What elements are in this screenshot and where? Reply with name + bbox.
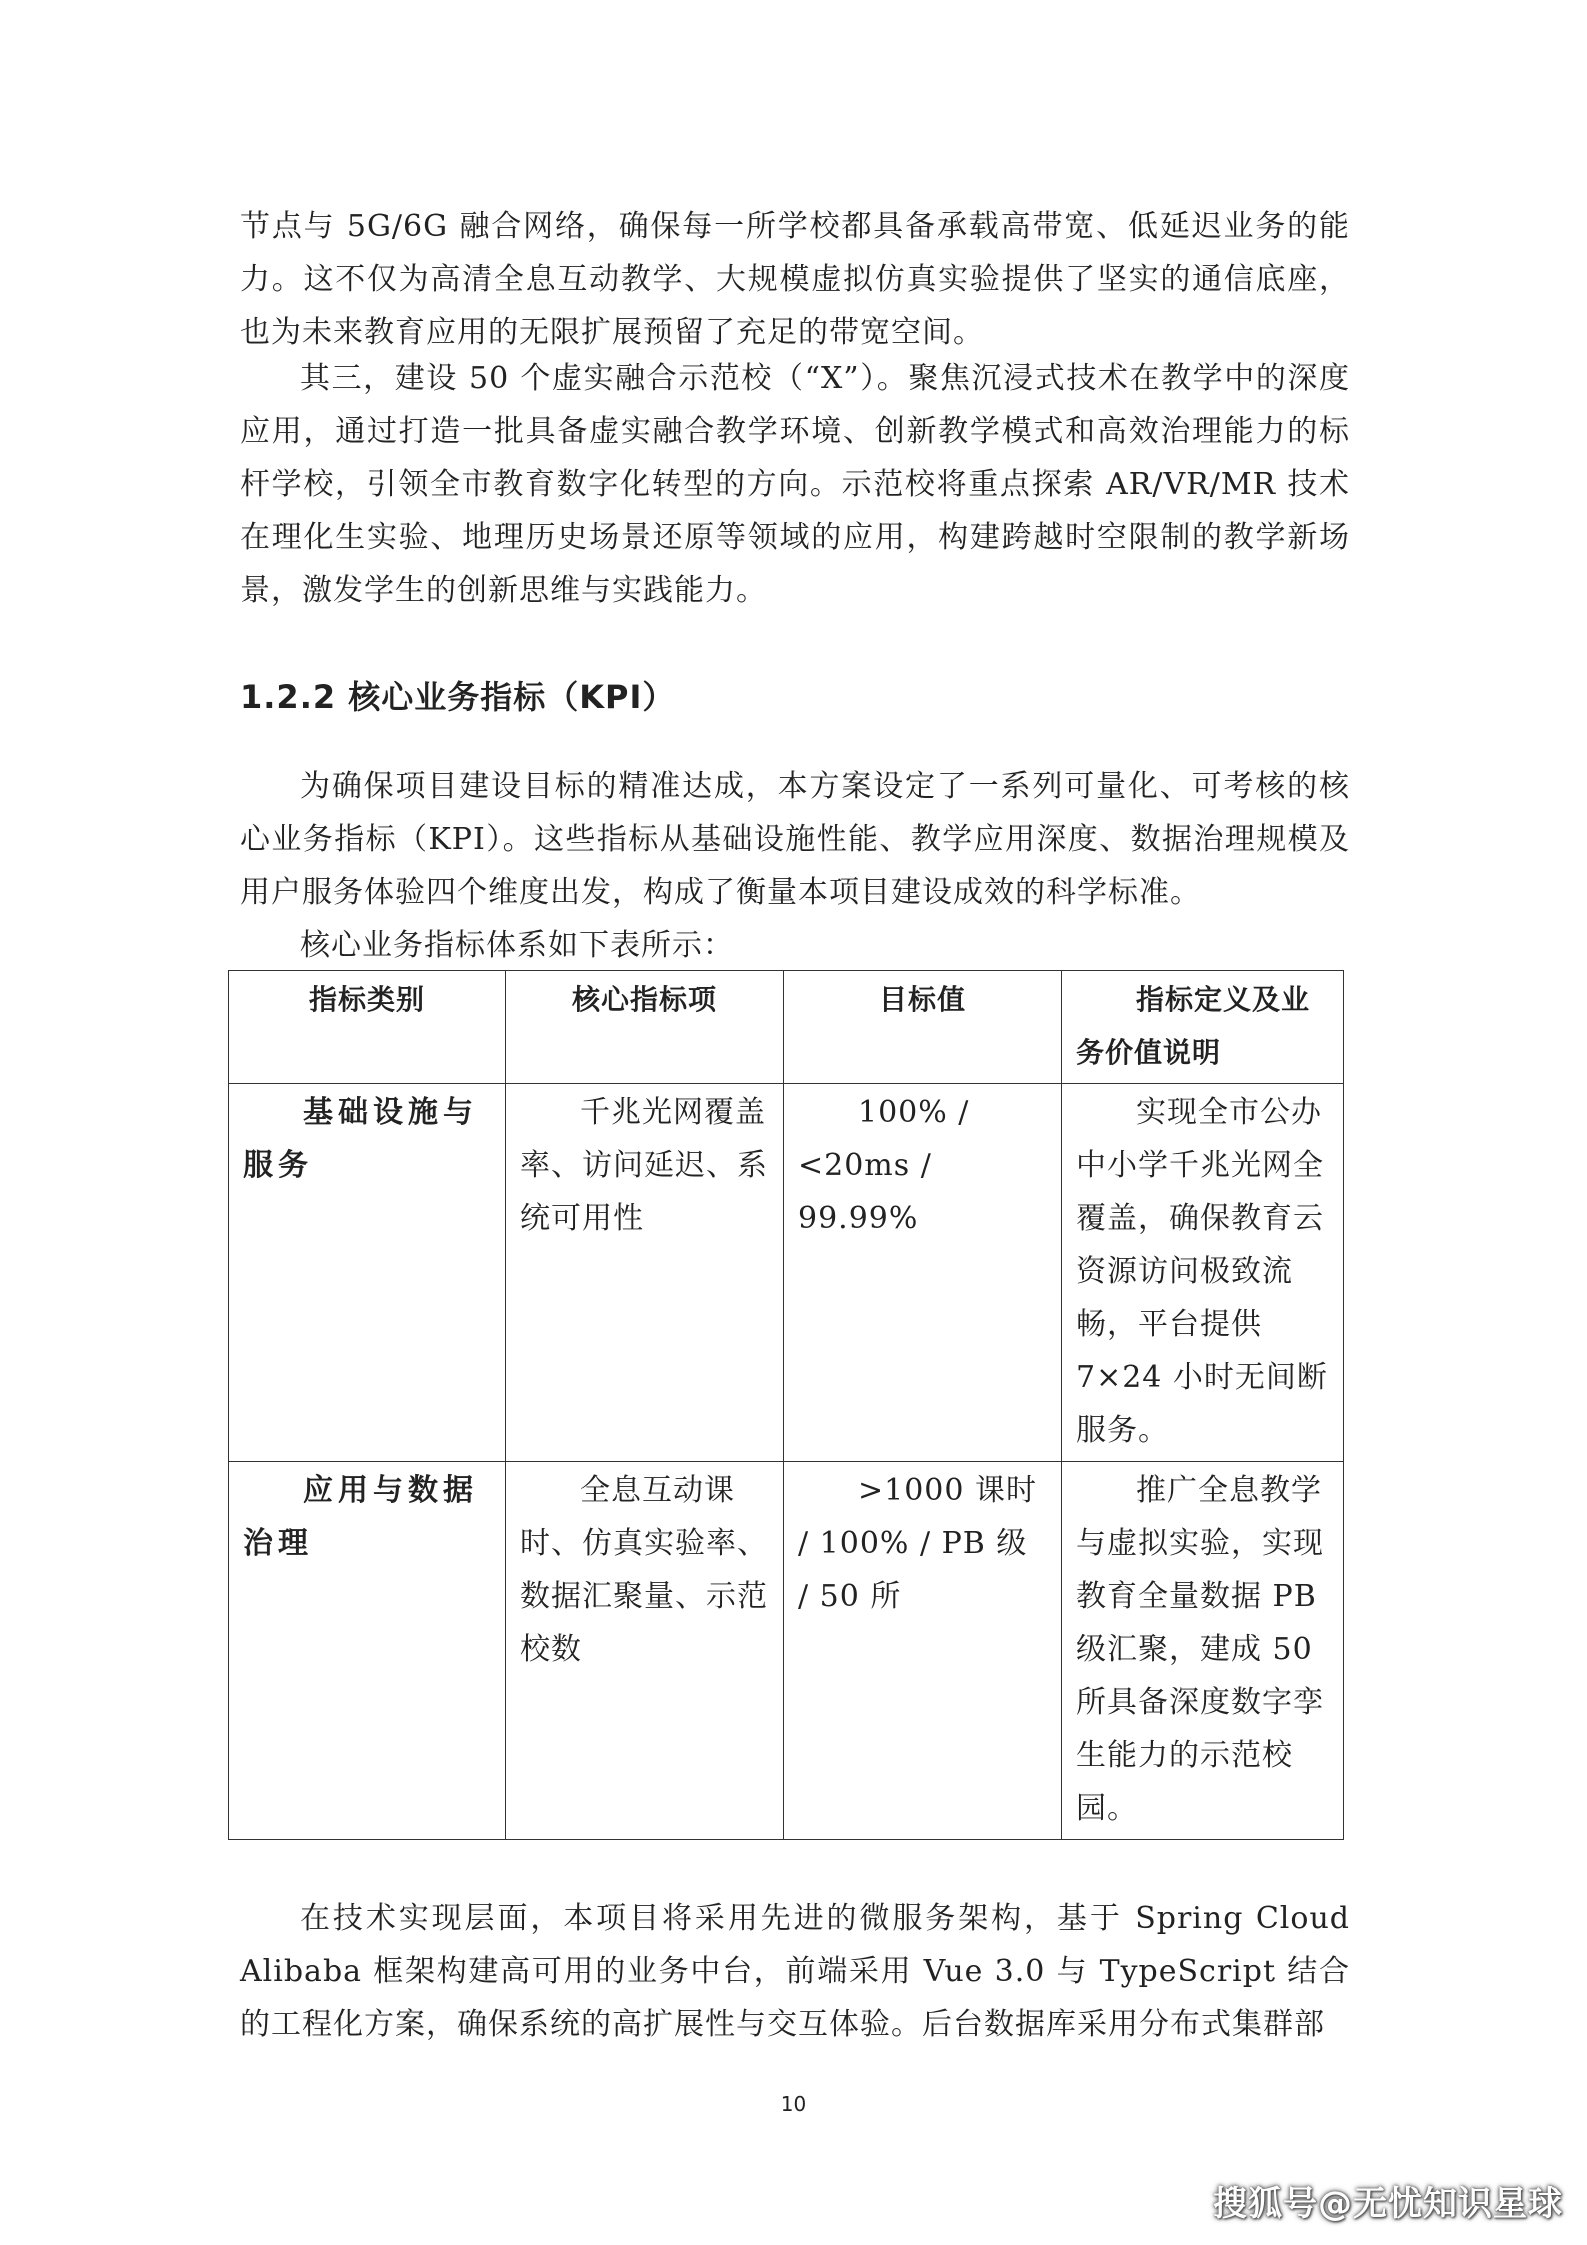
header-item: 核心指标项 — [506, 971, 784, 1084]
table-caption: 核心业务指标体系如下表所示： — [300, 928, 734, 963]
row1-desc: 实现全市公办中小学千兆光网全覆盖，确保教育云资源访问极致流畅，平台提供 7×24 小时无间断服务。 — [1062, 1084, 1344, 1462]
page-number: 10 — [780, 2092, 807, 2116]
row2-target: >1000 课时 / 100% / PB 级 / 50 所 — [784, 1462, 1062, 1840]
row2-desc: 推广全息教学与虚拟实验，实现教育全量数据 PB 级汇聚，建成 50 所具备深度数字孪生能力的示范校园。 — [1062, 1462, 1344, 1840]
header-category: 指标类别 — [229, 971, 506, 1084]
row2-category: 应用与数据治理 — [229, 1462, 506, 1840]
row2-item: 全息互动课时、仿真实验率、数据汇聚量、示范校数 — [506, 1462, 784, 1840]
table-row — [229, 1084, 1344, 1462]
table-row — [229, 1462, 1344, 1840]
section-heading: 1.2.2 核心业务指标（KPI） — [240, 678, 676, 716]
row1-target: 100% / <20ms / 99.99% — [784, 1084, 1062, 1462]
body-paragraph-2: 其三，建设 50 个虚实融合示范校（“X”）。聚焦沉浸式技术在教学中的深度应用，通过打造一批具备虚实融合教学环境、创新教学模式和高效治理能力的标杆学校，引领全市教育数字化转型的方向。示范校将重点探索 AR/VR/MR 技术在理化生实验、地理历史场景还原等领域的应用，构建跨越时空限制的教学新场景，激发学生的创新思维与实践能力。 — [240, 361, 1350, 608]
kpi-table — [228, 970, 1344, 1840]
watermark: 搜狐号@无忧知识星球 — [1213, 2184, 1563, 2224]
table-header-row — [229, 971, 1344, 1084]
body-paragraph-1: 节点与 5G/6G 融合网络，确保每一所学校都具备承载高带宽、低延迟业务的能力。这不仅为高清全息互动教学、大规模虚拟仿真实验提供了坚实的通信底座，也为未来教育应用的无限扩展预留了充足的带宽空间。 — [240, 209, 1350, 350]
header-target: 目标值 — [784, 971, 1062, 1084]
row1-item: 千兆光网覆盖率、访问延迟、系统可用性 — [506, 1084, 784, 1462]
row1-category: 基础设施与服务 — [229, 1084, 506, 1462]
body-paragraph-3: 为确保项目建设目标的精准达成，本方案设定了一系列可量化、可考核的核心业务指标（KPI）。这些指标从基础设施性能、教学应用深度、数据治理规模及用户服务体验四个维度出发，构成了衡量本项目建设成效的科学标准。 — [240, 769, 1350, 910]
body-paragraph-4: 在技术实现层面，本项目将采用先进的微服务架构，基于 Spring Cloud Alibaba 框架构建高可用的业务中台，前端采用 Vue 3.0 与 TypeScript 结合的工程化方案，确保系统的高扩展性与交互体验。后台数据库采用分布式集群部 — [240, 1901, 1350, 2042]
header-desc: 指标定义及业务价值说明 — [1062, 971, 1344, 1084]
